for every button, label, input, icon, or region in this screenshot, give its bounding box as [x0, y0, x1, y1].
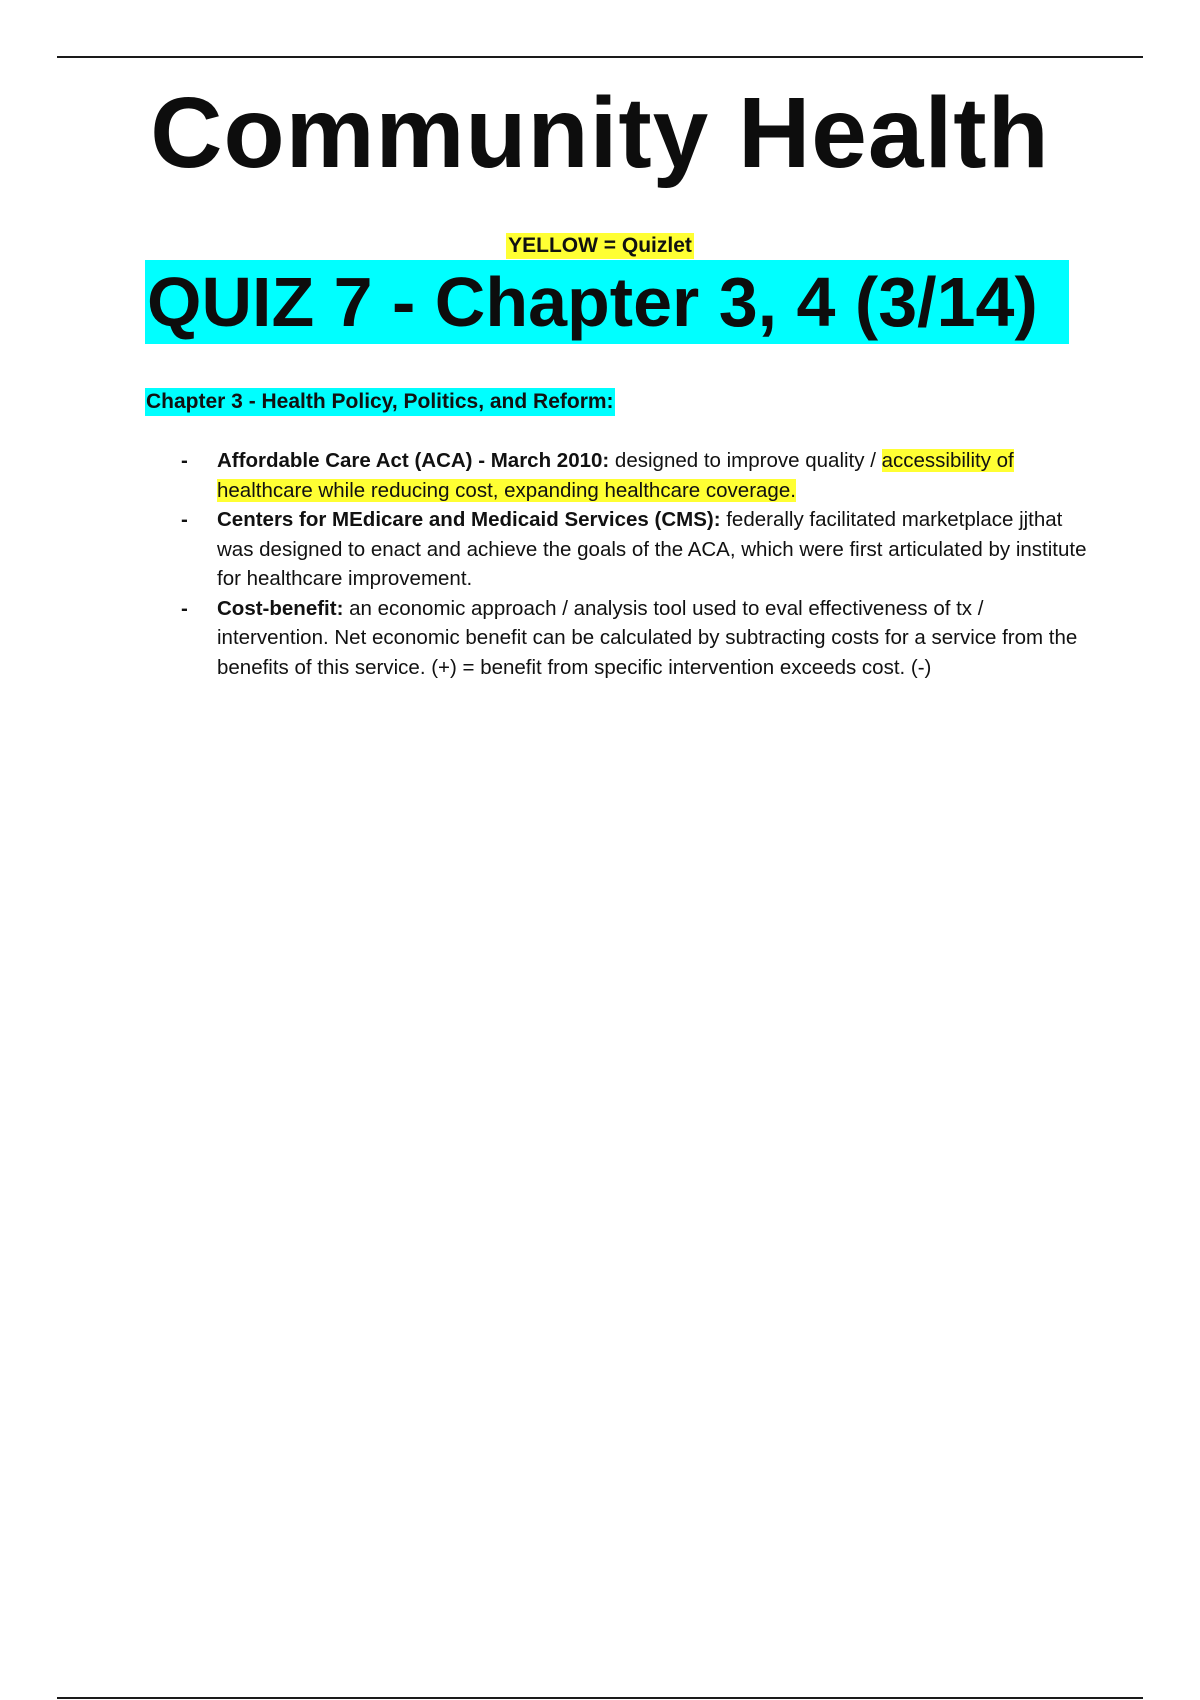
quizlet-legend: YELLOW = Quizlet — [508, 234, 692, 257]
list-item — [145, 505, 1095, 594]
bullet-dash: - — [181, 508, 188, 531]
top-rule — [57, 56, 1143, 58]
quiz-title-text: QUIZ 7 - Chapter 3, 4 (3/14) — [147, 263, 1038, 341]
quizlet-highlight: accessibility of healthcare while reducing cost, expanding healthcare coverage. — [217, 449, 1014, 502]
list-item — [145, 446, 1095, 505]
document-title: Community Health — [150, 77, 1050, 189]
list-item — [145, 594, 1095, 683]
definition-text: designed to improve quality / — [609, 449, 882, 472]
notes-list — [145, 446, 1095, 682]
definition-text: federally facilitated marketplace jjthat was designed to enact and achieve the goals of the ACA, which were first articulated by institute for healthcare improvement. — [217, 508, 1087, 590]
bottom-rule — [57, 1697, 1143, 1699]
term-label: Centers for MEdicare and Medicaid Services (CMS): — [217, 508, 721, 531]
bullet-dash: - — [181, 596, 188, 620]
definition-text: an economic approach / analysis tool used to eval effectiveness of tx / intervention. Net economic benefit can be calculated by subtracting costs for a service from the benefits of this service. (+) = benefit from specific intervention exceeds cost. (-) — [217, 596, 1078, 679]
quiz-title — [145, 260, 1069, 344]
chapter-heading: Chapter 3 - Health Policy, Politics, and Reform: — [145, 388, 615, 416]
bullet-dash: - — [181, 449, 188, 472]
term-label: Affordable Care Act (ACA) - March 2010: — [217, 449, 610, 472]
legend-row — [0, 233, 1200, 259]
term-label: Cost-benefit: — [217, 596, 344, 620]
